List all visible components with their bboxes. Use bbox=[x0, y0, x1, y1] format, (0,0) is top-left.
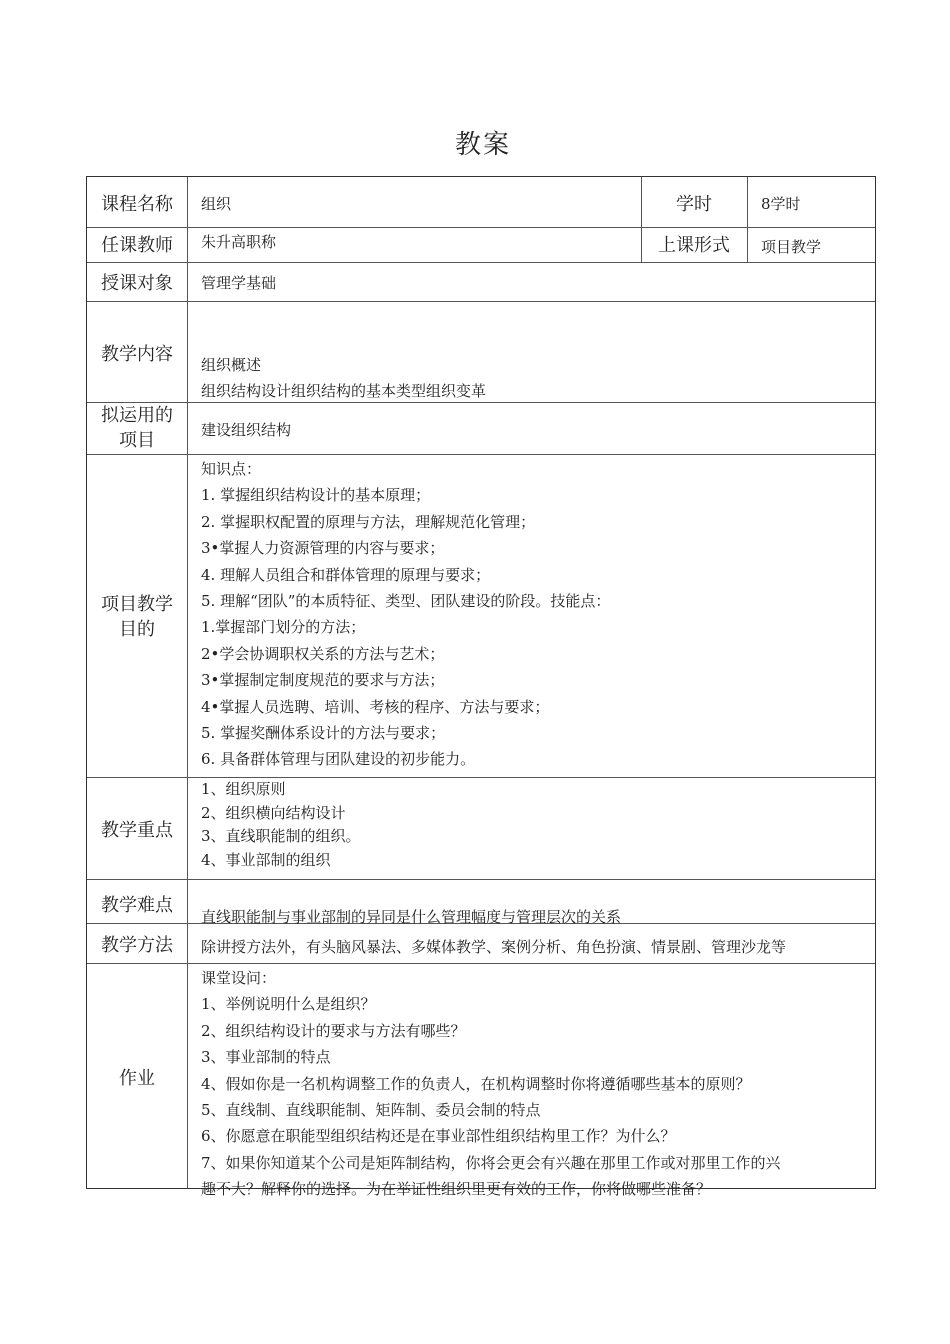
homework-list bbox=[201, 965, 781, 1203]
project-label-line1: 拟运用的 bbox=[101, 405, 173, 426]
methods-label: 教学方法 bbox=[101, 935, 173, 956]
project-value: 建设组织结构 bbox=[201, 421, 292, 439]
audience-label: 授课对象 bbox=[101, 273, 173, 294]
key-point-line: 3、直线职能制的组织。 bbox=[201, 827, 361, 845]
key-points-list bbox=[201, 778, 361, 872]
course-name-value: 组织 bbox=[201, 195, 232, 213]
audience-value: 管理学基础 bbox=[201, 274, 277, 292]
objective-line: 4. 理解人员组合和群体管理的原理与要求； bbox=[201, 565, 491, 584]
homework-line: 趣不大？解释你的选择。为在举证性组织里更有效的工作，你将做哪些准备？ bbox=[201, 1180, 712, 1199]
key-point-line: 4、事业部制的组织 bbox=[201, 850, 331, 869]
objectives-label-line1: 项目教学 bbox=[101, 594, 173, 615]
row-divider bbox=[87, 879, 875, 880]
objective-line: 4•掌握人员选聘、培训、考核的程序、方法与要求； bbox=[201, 697, 550, 716]
homework-line: 5、直线制、直线职能制、矩阵制、委员会制的特点 bbox=[201, 1100, 541, 1119]
methods-value: 除讲授方法外，有头脑风暴法、多媒体教学、案例分析、角色扮演、情景剧、管理沙龙等 bbox=[201, 938, 787, 956]
objective-line: 1.掌握部门划分的方法； bbox=[201, 618, 366, 637]
key-point-line: 2、组织横向结构设计 bbox=[201, 803, 346, 822]
column-divider bbox=[187, 177, 188, 1188]
hours-label: 学时 bbox=[676, 194, 712, 215]
key-point-line: 1、组织原则 bbox=[201, 780, 286, 798]
course-name-label: 课程名称 bbox=[101, 194, 173, 215]
homework-line: 3、事业部制的特点 bbox=[201, 1048, 331, 1067]
document-title: 教案 bbox=[454, 130, 511, 160]
class-format-value: 项目教学 bbox=[761, 238, 822, 256]
homework-line: 7、如果你知道某个公司是矩阵制结构，你将会更会有兴趣在那里工作或对那里工作的兴 bbox=[201, 1153, 781, 1172]
homework-line: 4、假如你是一名机构调整工作的负责人，在机构调整时你将遵循哪些基本的原则？ bbox=[201, 1074, 751, 1093]
class-format-label: 上课形式 bbox=[658, 235, 730, 256]
teacher-label: 任课教师 bbox=[101, 235, 173, 256]
teaching-content-value bbox=[201, 352, 486, 405]
row-divider bbox=[87, 454, 875, 455]
objective-line: 6. 具备群体管理与团队建设的初步能力。 bbox=[201, 750, 476, 769]
hours-value: 8学时 bbox=[761, 195, 801, 213]
row-divider bbox=[87, 301, 875, 302]
row-divider bbox=[87, 262, 875, 263]
objective-line: 2. 掌握职权配置的原理与方法，理解规范化管理； bbox=[201, 512, 536, 531]
objective-line: 3•掌握人力资源管理的内容与要求； bbox=[201, 539, 445, 558]
column-divider bbox=[747, 177, 748, 262]
project-label-line2: 项目 bbox=[119, 430, 155, 451]
content-line: 组织概述 bbox=[201, 356, 262, 374]
lesson-plan-table bbox=[86, 176, 876, 1199]
objectives-list bbox=[201, 456, 610, 773]
objectives-label-line2: 目的 bbox=[119, 619, 155, 640]
homework-label: 作业 bbox=[119, 1068, 155, 1089]
row-divider bbox=[87, 963, 875, 964]
objective-line: 1. 掌握组织结构设计的基本原理； bbox=[201, 486, 431, 505]
homework-line: 1、举例说明什么是组织？ bbox=[201, 995, 376, 1014]
content-line: 组织结构设计组织结构的基本类型组织变革 bbox=[201, 382, 487, 401]
difficulties-label: 教学难点 bbox=[101, 895, 173, 916]
objective-line: 2•学会协调职权关系的方法与艺术； bbox=[201, 644, 445, 663]
objective-line: 3•掌握制定制度规范的要求与方法； bbox=[201, 671, 445, 690]
teacher-value: 朱升高职称 bbox=[201, 233, 277, 251]
objective-line: 5. 理解“团队”的本质特征、类型、团队建设的阶段。技能点： bbox=[201, 591, 611, 610]
homework-line: 6、你愿意在职能型组织结构还是在事业部性组织结构里工作？为什么？ bbox=[201, 1127, 676, 1146]
objective-line: 5. 掌握奖酬体系设计的方法与要求； bbox=[201, 723, 446, 742]
homework-line: 课堂设问： bbox=[201, 969, 277, 987]
key-points-label: 教学重点 bbox=[101, 820, 173, 841]
row-divider bbox=[87, 227, 875, 228]
objective-line: 知识点： bbox=[201, 460, 262, 478]
homework-line: 2、组织结构设计的要求与方法有哪些？ bbox=[201, 1021, 466, 1040]
difficulties-value: 直线职能制与事业部制的异同是什么管理幅度与管理层次的关系 bbox=[201, 908, 622, 926]
teaching-content-label: 教学内容 bbox=[101, 344, 173, 365]
